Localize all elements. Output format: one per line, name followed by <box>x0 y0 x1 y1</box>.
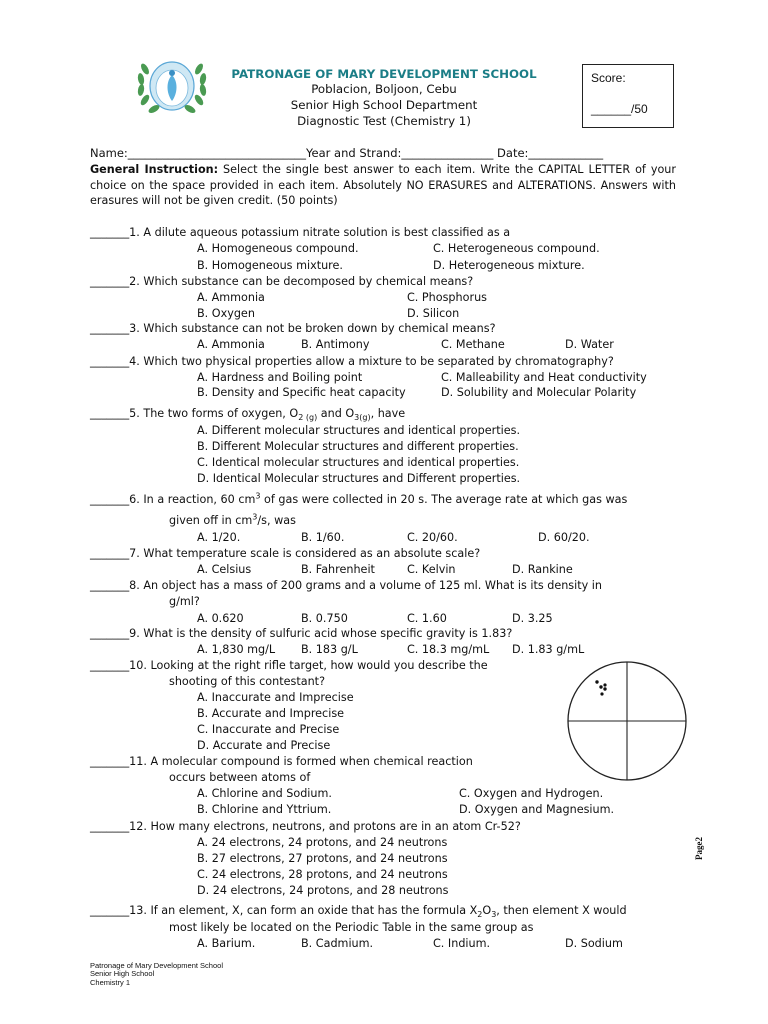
q6-sup-2: 3 <box>252 512 258 522</box>
q5-choice-d: D. Identical Molecular structures and Different properties. <box>197 472 521 485</box>
q4-choice-c: C. Malleability and Heat conductivity <box>441 371 647 384</box>
q12-choice-a: A. 24 electrons, 24 protons, and 24 neutrons <box>197 836 448 849</box>
q9-choice-d: D. 1.83 g/mL <box>512 643 585 656</box>
question-11: _______11. A molecular compound is formed when chemical reaction <box>90 755 473 768</box>
q12-choice-d: D. 24 electrons, 24 protons, and 28 neutrons <box>197 884 449 897</box>
q6-choice-a: A. 1/20. <box>197 531 241 544</box>
q13-sub-1: 2 <box>477 910 483 920</box>
q12-choice-b: B. 27 electrons, 27 protons, and 24 neutrons <box>197 852 448 865</box>
question-13 <box>90 904 627 918</box>
q13-stem-mid: O <box>482 904 492 917</box>
page-number: Page2 <box>694 837 704 860</box>
question-2: _______2. Which substance can be decomposed by chemical means? <box>90 275 474 288</box>
q13-sub-2: 3 <box>491 910 497 920</box>
q5-sub-1: 2 (g) <box>298 413 318 423</box>
q3-choice-b: B. Antimony <box>301 338 370 351</box>
q2-choice-d: D. Silicon <box>407 307 460 320</box>
q10-line-2: shooting of this contestant? <box>169 675 326 688</box>
q11-choice-b: B. Chlorine and Yttrium. <box>197 803 332 816</box>
q9-choice-b: B. 183 g/L <box>301 643 358 656</box>
q10-choice-b: B. Accurate and Imprecise <box>197 707 345 720</box>
q11-choice-d: D. Oxygen and Magnesium. <box>459 803 615 816</box>
q11-line-2: occurs between atoms of <box>169 771 311 784</box>
q5-choice-a: A. Different molecular structures and identical properties. <box>197 424 520 437</box>
q6-choice-d: D. 60/20. <box>538 531 590 544</box>
q6-stem-a: _______6. In a reaction, 60 cm <box>90 493 256 506</box>
q13-choice-b: B. Cadmium. <box>301 937 374 950</box>
q4-choice-a: A. Hardness and Boiling point <box>197 371 363 384</box>
q5-stem-end: , have <box>370 407 406 420</box>
q9-choice-c: C. 18.3 mg/mL <box>407 643 490 656</box>
question-10: _______10. Looking at the right rifle target, how would you describe the <box>90 659 488 672</box>
question-4: _______4. Which two physical properties allow a mixture to be separated by chromatography? <box>90 355 614 368</box>
q13-choice-d: D. Sodium <box>565 937 623 950</box>
q3-choice-c: C. Methane <box>441 338 505 351</box>
question-3: _______3. Which substance can not be broken down by chemical means? <box>90 322 496 335</box>
school-address: Poblacion, Boljoon, Cebu <box>311 82 457 96</box>
q1-choice-b: B. Homogeneous mixture. <box>197 259 343 272</box>
instruction-text: Select the single best answer to each item. Write the CAPITAL LETTER of your choice on the space provided in each item. Absolutely NO ERASURES and ALTERATIONS. Answers with erasures will not be given credit. (50 points) <box>90 163 676 208</box>
test-title: Diagnostic Test (Chemistry 1) <box>297 114 471 128</box>
question-5 <box>90 407 405 421</box>
q6-sup-1: 3 <box>255 491 261 501</box>
score-value: ______/50 <box>591 102 648 116</box>
q1-choice-d: D. Heterogeneous mixture. <box>433 259 585 272</box>
q11-choice-a: A. Chlorine and Sodium. <box>197 787 332 800</box>
question-12: _______12. How many electrons, neutrons, and protons are in an atom Cr-52? <box>90 820 521 833</box>
q1-choice-c: C. Heterogeneous compound. <box>433 242 600 255</box>
q8-choice-a: A. 0.620 <box>197 612 244 625</box>
q13-line-2: most likely be located on the Periodic Table in the same group as <box>169 921 534 934</box>
q11-choice-c: C. Oxygen and Hydrogen. <box>459 787 604 800</box>
q6-line2-b: /s, was <box>257 514 296 527</box>
footer-line-3: Chemistry 1 <box>90 978 131 987</box>
q5-stem-mid: and O <box>317 407 355 420</box>
instruction-label: General Instruction: <box>90 163 219 176</box>
q7-choice-b: B. Fahrenheit <box>301 563 375 576</box>
question-6 <box>90 493 627 507</box>
department: Senior High School Department <box>290 98 478 112</box>
q9-choice-a: A. 1,830 mg/L <box>197 643 276 656</box>
q5-choice-c: C. Identical molecular structures and identical properties. <box>197 456 520 469</box>
q8-line-2: g/ml? <box>169 595 200 608</box>
q8-choice-c: C. 1.60 <box>407 612 447 625</box>
q8-choice-b: B. 0.750 <box>301 612 348 625</box>
q6-stem-b: of gas were collected in 20 s. The average rate at which gas was <box>260 493 628 506</box>
q6-line2-a: given off in cm <box>169 514 253 527</box>
q5-sub-2: 3(g) <box>354 413 371 423</box>
question-8: _______8. An object has a mass of 200 grams and a volume of 125 ml. What is its density in <box>90 579 602 592</box>
q6-choice-c: C. 20/60. <box>407 531 458 544</box>
q1-choice-a: A. Homogeneous compound. <box>197 242 359 255</box>
q4-choice-d: D. Solubility and Molecular Polarity <box>441 386 637 399</box>
q5-stem-a: _______5. The two forms of oxygen, O <box>90 407 299 420</box>
q2-choice-b: B. Oxygen <box>197 307 255 320</box>
score-box <box>582 64 674 128</box>
student-info-line: Name:_______________________________Year and Strand:________________ Date:_____________ <box>90 146 604 160</box>
q13-choice-c: C. Indium. <box>433 937 491 950</box>
q13-stem-a: _______13. If an element, X, can form an oxide that has the formula X <box>90 904 478 917</box>
q6-line-2 <box>169 514 296 528</box>
question-9: _______9. What is the density of sulfuric acid whose specific gravity is 1.83? <box>90 627 513 640</box>
q10-choice-d: D. Accurate and Precise <box>197 739 331 752</box>
q2-choice-c: C. Phosphorus <box>407 291 487 304</box>
question-1: _______1. A dilute aqueous potassium nitrate solution is best classified as a <box>90 226 511 239</box>
footer-line-2: Senior High School <box>90 969 155 978</box>
q8-choice-d: D. 3.25 <box>512 612 553 625</box>
q13-stem-b: , then element X would <box>496 904 627 917</box>
q10-choice-c: C. Inaccurate and Precise <box>197 723 340 736</box>
q7-choice-d: D. Rankine <box>512 563 573 576</box>
q7-choice-c: C. Kelvin <box>407 563 456 576</box>
q3-choice-d: D. Water <box>565 338 614 351</box>
question-7: _______7. What temperature scale is considered as an absolute scale? <box>90 547 481 560</box>
q4-choice-b: B. Density and Specific heat capacity <box>197 386 406 399</box>
q13-choice-a: A. Barium. <box>197 937 256 950</box>
rifle-target-diagram <box>564 658 690 784</box>
q5-choice-b: B. Different Molecular structures and different properties. <box>197 440 519 453</box>
q6-choice-b: B. 1/60. <box>301 531 345 544</box>
footer-line-1: Patronage of Mary Development School <box>90 961 223 970</box>
q2-choice-a: A. Ammonia <box>197 291 265 304</box>
q10-choice-a: A. Inaccurate and Imprecise <box>197 691 354 704</box>
q7-choice-a: A. Celsius <box>197 563 252 576</box>
q12-choice-c: C. 24 electrons, 28 protons, and 24 neutrons <box>197 868 448 881</box>
q3-choice-a: A. Ammonia <box>197 338 265 351</box>
school-name: PATRONAGE OF MARY DEVELOPMENT SCHOOL <box>231 67 537 81</box>
score-label: Score: <box>591 71 626 85</box>
general-instruction <box>90 162 676 209</box>
